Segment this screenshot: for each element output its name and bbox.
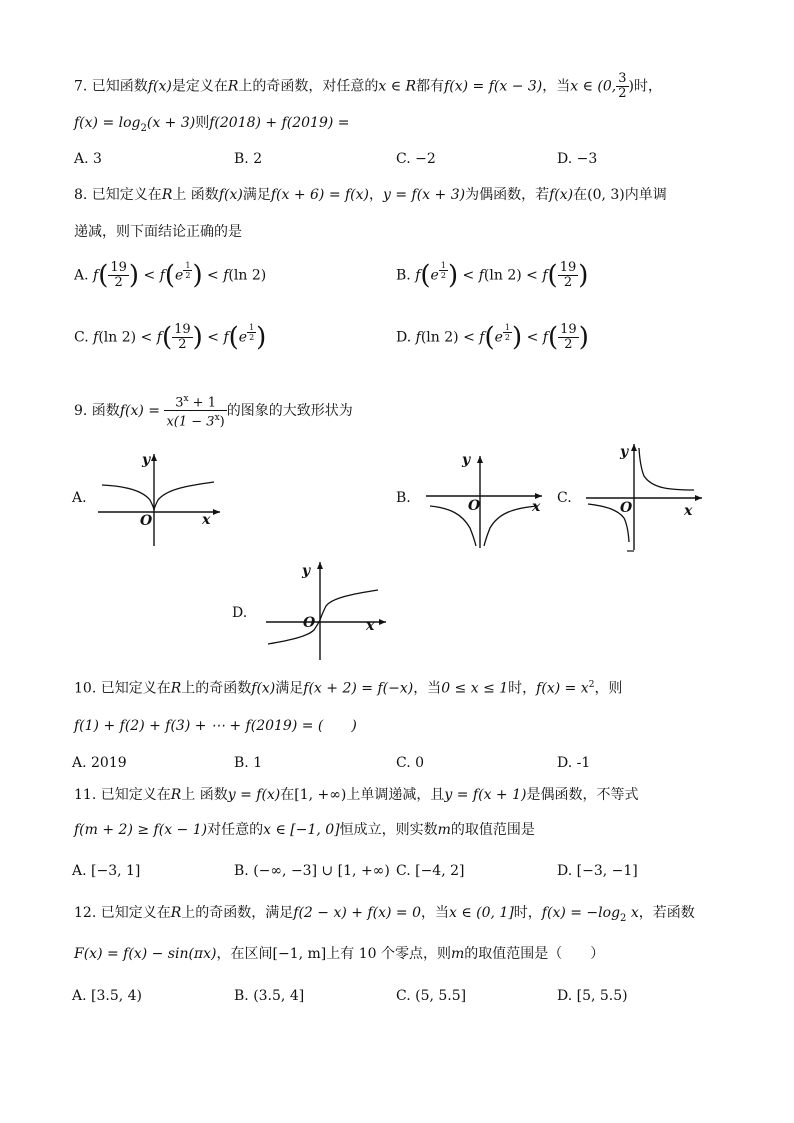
q8-line2: 递减，则下面结论正确的是: [74, 224, 242, 240]
q9-graph-d-origin: O: [303, 615, 316, 631]
frac-num: 19: [174, 322, 191, 337]
q9-graph-a-y-label: y: [142, 452, 151, 468]
frac-den: 2: [440, 271, 446, 280]
q8-f: f: [479, 329, 485, 346]
q8-f: f: [156, 329, 162, 346]
q8-math: f(x): [218, 187, 243, 203]
q8-f: f: [415, 267, 421, 284]
q8-option-label: D.: [396, 329, 412, 346]
q12-R: R: [170, 905, 182, 921]
q7-math: f(x) = f(x − 3): [444, 78, 543, 95]
q9-fraction: [164, 392, 226, 430]
q11-math: x ∈ [−1, 0]: [263, 822, 340, 838]
q10-math: f(x + 2) = f(−x): [303, 680, 414, 697]
q10-math: f(x) = x: [536, 680, 589, 697]
q10-line1: [74, 675, 622, 699]
q11-math: y = f(x + 1): [444, 787, 527, 803]
y-axis-arrow-icon: [151, 454, 157, 461]
q11-option-a: A. [−3, 1]: [72, 863, 141, 879]
curve-left: [102, 485, 154, 510]
q7-fraction: [616, 72, 628, 101]
q9-num-exp: x: [183, 394, 189, 404]
q7-math: x ∈ R: [378, 78, 417, 95]
q9-option-c-label: C.: [557, 490, 572, 506]
q8-e: e: [238, 329, 248, 346]
frac-num: 19: [110, 260, 127, 275]
q7-sub: 2: [140, 122, 147, 134]
q10-text: ，当: [413, 680, 442, 697]
q12-text: 12. 已知定义在: [74, 905, 171, 921]
q7-frac-den: 2: [618, 86, 627, 101]
q9-graph-a-origin: O: [140, 513, 153, 529]
q8-f: f: [223, 267, 229, 284]
q9-graph-c-origin: O: [620, 500, 633, 516]
q11-math: [1, +∞): [294, 787, 347, 803]
q10-text: 满足: [275, 680, 304, 697]
less-than: <: [207, 267, 219, 284]
q10-text: ，则: [594, 680, 623, 697]
q8-e: e: [494, 329, 503, 346]
q9-graph-d-y-label: y: [302, 563, 311, 579]
q8-text: 内单调: [624, 187, 667, 203]
q9-graph-d: [262, 560, 390, 664]
q9-den-exp: x: [214, 413, 220, 424]
q9-fx: f(x) =: [119, 402, 160, 419]
q9-graph-d-x-label: x: [366, 618, 375, 634]
q7-frac-num: 3: [618, 71, 627, 86]
q8-f: f: [93, 267, 99, 284]
q9-graph-b: [422, 452, 548, 552]
q9-graph-b-origin: O: [468, 498, 481, 514]
q8-exp-half: [247, 323, 256, 342]
q8-math: (0, 3): [587, 187, 625, 203]
q8-math: f(x): [549, 187, 574, 203]
q7-math: f(2018) + f(2019) =: [209, 115, 350, 131]
curve-right: [154, 482, 214, 510]
q8-option-label: C.: [74, 329, 89, 346]
q8-f: f: [542, 329, 548, 346]
q11-text: 的取值范围是: [450, 822, 535, 838]
q12-math: f(2 − x) + f(x) = 0: [293, 905, 421, 921]
q9-text: 的图象的大致形状为: [226, 402, 353, 419]
q10-option-b: B. 1: [234, 755, 263, 771]
q9-graph-c: [582, 442, 706, 554]
less-than: <: [526, 267, 538, 284]
q7-line1: [74, 72, 662, 101]
q8-line1: [74, 185, 667, 205]
q9-text: 9. 函数: [74, 402, 120, 419]
q8-frac-19-2: [108, 261, 129, 290]
q10-text: 时，: [508, 680, 537, 697]
q8-ln2: ln 2: [233, 267, 261, 284]
curve: [268, 590, 378, 644]
frac-num: 1: [185, 261, 191, 270]
q7-option-c: C. −2: [396, 151, 436, 167]
q9-denominator: [164, 411, 226, 429]
q9-graph-a-x-label: x: [202, 512, 211, 528]
q12-math: f(x) = −log: [541, 905, 621, 921]
q8-option-c: C. f(ln 2) < f( $\frac{19}{2}$ ) < f(e $^{\frac{1}{2}}$ ): [74, 322, 267, 353]
q7-math: f(x) = log: [74, 115, 141, 131]
q10-option-d: D. -1: [557, 755, 591, 771]
q10-math: f(x): [251, 680, 276, 697]
q10-text: 10. 已知定义在: [74, 680, 171, 697]
less-than: <: [140, 329, 153, 346]
q9-graph-b-y-label: y: [462, 452, 471, 468]
q8-option-label: B.: [396, 267, 411, 284]
q8-f: f: [223, 329, 229, 346]
q7-text: ，当: [542, 78, 571, 95]
q8-text: 为偶函数，若: [465, 187, 550, 203]
q8-text: ，: [369, 187, 383, 203]
q9-den-tail: ): [219, 414, 225, 430]
q12-text: 上有 10 个零点，则: [326, 946, 451, 962]
q8-exp-half: [439, 261, 448, 280]
q12-text: ，当: [420, 905, 449, 921]
q7-math: ): [628, 78, 634, 95]
q9-option-d-label: D.: [232, 605, 248, 621]
q11-math: m: [437, 822, 451, 838]
q8-text: 满足: [242, 187, 271, 203]
q10-line2: f(1) + f(2) + f(3) + ⋯ + f(2019) = ( ): [74, 718, 357, 734]
q11-math: y = f(x): [227, 787, 281, 803]
q10-option-c: C. 0: [396, 755, 425, 771]
q7-text: 则: [195, 115, 210, 131]
q12-option-b: B. (3.5, 4]: [234, 988, 305, 1004]
frac-den: 2: [504, 333, 510, 342]
frac-num: 1: [249, 323, 255, 332]
q8-option-b: B. f(e $^{\frac{1}{2}}$ ) < f(ln 2) < f( $\frac{19}{2}$ ): [396, 260, 589, 291]
less-than: <: [462, 267, 475, 284]
q10-option-a: A. 2019: [72, 755, 127, 771]
q8-option-d: D. f(ln 2) < f(e $^{\frac{1}{2}}$ ) < f( $\frac{19}{2}$ ): [396, 322, 589, 353]
q12-line2: [74, 944, 604, 964]
curve-right: [639, 448, 694, 490]
q9-den-base: x(1 − 3: [166, 414, 215, 430]
q8-ln2: ln 2: [489, 267, 517, 284]
q11-option-d: D. [−3, −1]: [557, 863, 638, 879]
frac-den: 2: [178, 337, 187, 352]
q7-text: 都有: [416, 78, 445, 95]
q11-text: 恒成立，则实数: [339, 822, 438, 838]
q8-f: f: [93, 329, 99, 346]
q8-text: 上 函数: [172, 187, 219, 203]
q8-frac-19-2: [172, 323, 193, 352]
frac-num: 19: [559, 260, 577, 275]
frac-den: 2: [564, 337, 573, 352]
q7-math: (x + 3): [146, 115, 196, 131]
q8-e: e: [430, 267, 439, 284]
q8-ln2: ln 2: [103, 329, 131, 346]
q9-num-tail: + 1: [188, 395, 216, 411]
y-axis-arrow-icon: [477, 456, 483, 463]
q9-line1: [74, 392, 353, 430]
q7-option-a: A. 3: [74, 151, 102, 167]
q10-math: 0 ≤ x ≤ 1: [441, 680, 509, 697]
q7-text: 上的奇函数，对任意的: [238, 78, 379, 95]
q11-R: R: [170, 787, 182, 803]
q7-line2: [74, 113, 350, 139]
q8-text: 在: [573, 187, 588, 203]
frac-den: 2: [185, 271, 191, 280]
q9-graph-a: [94, 450, 224, 550]
q8-e: e: [175, 267, 184, 284]
q12-option-a: A. [3.5, 4): [72, 988, 143, 1004]
q8-f: f: [159, 267, 165, 284]
q9-graph-b-x-label: x: [532, 499, 541, 515]
less-than: <: [207, 329, 219, 346]
q8-math: f(x + 6) = f(x): [270, 187, 369, 203]
q8-frac-19-2: [558, 261, 579, 290]
q7-text: 是定义在: [171, 78, 228, 95]
q8-f: f: [478, 267, 484, 284]
x-axis-arrow-icon: [695, 495, 702, 501]
q12-option-c: C. (5, 5.5]: [396, 988, 467, 1004]
q7-fx: f(x): [147, 78, 172, 95]
y-axis-arrow-icon: [317, 562, 323, 569]
frac-num: 1: [440, 261, 446, 270]
q12-math: F(x) = f(x) − sin(πx): [74, 946, 217, 962]
q12-math: x: [626, 905, 639, 921]
q12-text: 上的奇函数，满足: [181, 905, 294, 921]
q10-sup: 2: [588, 680, 595, 690]
q8-f: f: [415, 329, 421, 346]
q12-sub: 2: [620, 912, 627, 924]
q8-f: f: [542, 267, 548, 284]
frac-num: 1: [504, 323, 510, 332]
q11-option-b: B. (−∞, −3] ∪ [1, +∞): [234, 863, 390, 879]
less-than: <: [463, 329, 475, 346]
x-axis-arrow-icon: [213, 509, 220, 515]
q12-text: ，若函数: [638, 905, 695, 921]
q12-math: [−1, m]: [272, 946, 327, 962]
q9-numerator: [164, 392, 226, 411]
q7-option-b: B. 2: [234, 151, 263, 167]
q11-math: f(m + 2) ≥ f(x − 1): [74, 822, 208, 838]
q8-frac-19-2: [558, 323, 579, 352]
q10-R: R: [170, 680, 182, 697]
x-axis-arrow-icon: [379, 619, 386, 625]
q12-option-d: D. [5, 5.5): [557, 988, 628, 1004]
q12-math: x ∈ (0, 1]: [448, 905, 514, 921]
frac-den: 2: [249, 333, 255, 342]
q12-text: 的取值范围是（ ）: [464, 946, 605, 962]
q8-option-label: A.: [74, 267, 89, 284]
q7-option-d: D. −3: [557, 151, 598, 167]
q12-text: 时，: [513, 905, 542, 921]
q8-ln2: ln 2: [426, 329, 454, 346]
q12-line1: [74, 903, 695, 929]
q7-text: 时，: [633, 78, 662, 95]
q9-graph-c-y-label: y: [620, 444, 629, 460]
q9-option-b-label: B.: [396, 490, 411, 506]
q8-math: y = f(x + 3): [383, 187, 466, 203]
q8-R: R: [161, 187, 173, 203]
curve-right: [484, 506, 538, 546]
frac-den: 2: [114, 275, 123, 290]
q9-graph-c-x-label: x: [684, 503, 693, 519]
frac-den: 2: [563, 275, 573, 290]
q10-text: 上的奇函数: [181, 680, 252, 697]
less-than: <: [526, 329, 539, 346]
q11-text: 是偶函数，不等式: [526, 787, 639, 803]
q12-math: m: [450, 946, 465, 962]
q9-option-a-label: A.: [72, 490, 87, 506]
q12-text: ，在区间: [216, 946, 273, 962]
q11-line1: [74, 785, 638, 805]
q8-option-a: A. f( $\frac{19}{2}$ ) < f(e $^{\frac{1}{2}}$ ) < f(ln 2): [74, 260, 267, 291]
q9-num-base: 3: [175, 395, 184, 411]
less-than: <: [143, 267, 156, 284]
q11-text: 在: [280, 787, 295, 803]
q11-text: 上单调递减，且: [346, 787, 445, 803]
q7-math: x ∈ (0,: [570, 78, 617, 95]
q11-text: 对任意的: [207, 822, 264, 838]
q8-text: 8. 已知定义在: [74, 187, 162, 203]
q7-R: R: [227, 78, 239, 95]
frac-num: 19: [560, 322, 577, 337]
q7-text: 7. 已知函数: [74, 78, 148, 95]
q11-text: 11. 已知定义在: [74, 787, 171, 803]
q11-text: 上 函数: [181, 787, 228, 803]
q8-exp-half: [503, 323, 512, 342]
y-axis-arrow-icon: [631, 444, 637, 451]
q11-option-c: C. [−4, 2]: [396, 863, 465, 879]
q11-line2: [74, 820, 535, 840]
